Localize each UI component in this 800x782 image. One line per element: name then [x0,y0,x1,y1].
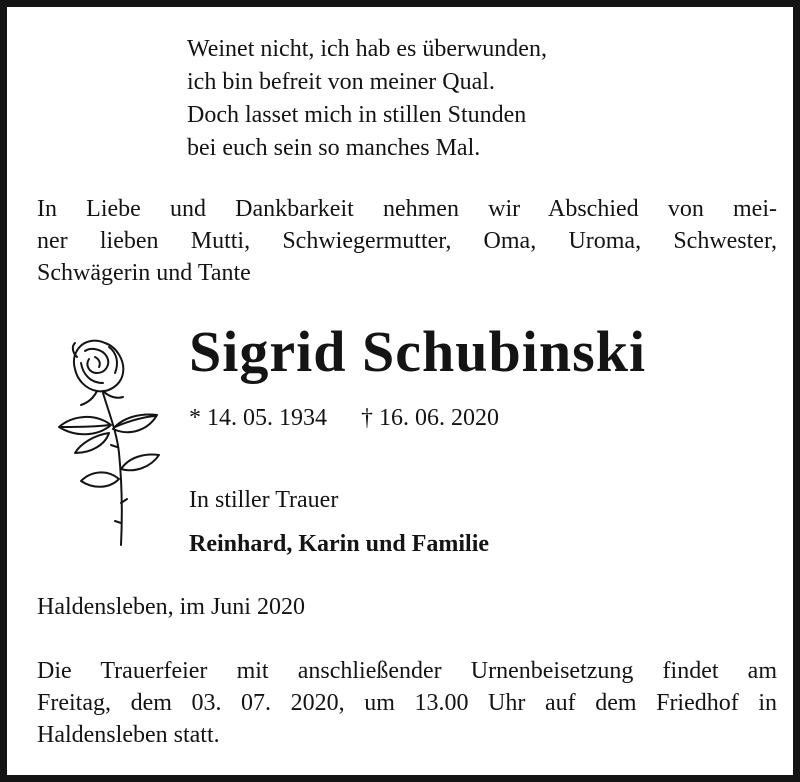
death-date: † 16. 06. 2020 [361,405,499,431]
intro-line: ner lieben Mutti, Schwiegermutter, Oma, Uroma, Schwester, [37,228,777,254]
poem-line: Weinet nicht, ich hab es überwunden, [187,36,547,62]
poem-line: Doch lasset mich in stillen Stunden [187,102,527,128]
place-date: Haldensleben, im Juni 2020 [37,594,305,620]
funeral-line: Haldensleben statt. [37,722,220,748]
funeral-line: Die Trauerfeier mit anschließender Urnenbeisetzung findet am [37,658,777,684]
intro-line: Schwägerin und Tante [37,260,251,286]
mourning-line: In stiller Trauer [189,487,339,513]
deceased-name: Sigrid Schubinski [189,319,647,384]
poem [187,33,547,165]
poem-line: ich bin befreit von meiner Qual. [187,69,495,95]
funeral-info [37,655,777,751]
birth-date: * 14. 05. 1934 [189,405,327,431]
life-dates [189,402,499,434]
intro-text [37,193,777,289]
family-names: Reinhard, Karin und Familie [189,531,490,557]
intro-line: In Liebe und Dankbarkeit nehmen wir Abschied von mei- [37,196,777,222]
rose-icon [51,333,171,553]
funeral-line: Freitag, dem 03. 07. 2020, um 13.00 Uhr auf dem Friedhof in [37,690,777,716]
poem-line: bei euch sein so manches Mal. [187,135,481,161]
